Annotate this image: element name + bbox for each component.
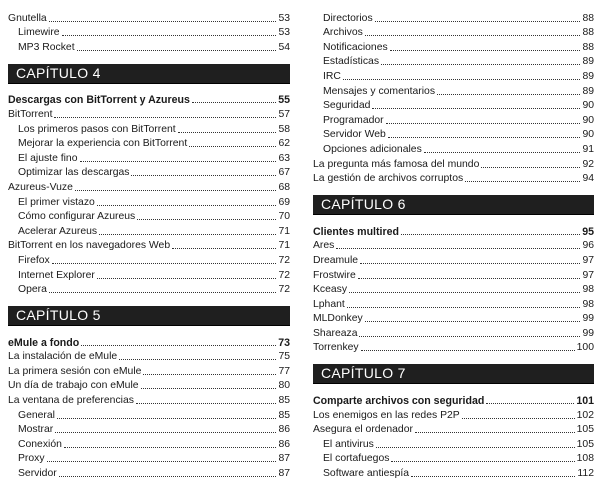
toc-entry bbox=[8, 10, 290, 25]
toc-entry-title: La ventana de preferencias bbox=[8, 395, 134, 407]
toc-entry-title: Cómo configurar Azureus bbox=[18, 211, 136, 223]
toc-entry bbox=[313, 171, 594, 186]
toc-entry-title: Notificaciones bbox=[323, 41, 388, 53]
toc-entry bbox=[8, 252, 290, 267]
dot-leader bbox=[137, 219, 276, 220]
dot-leader bbox=[401, 234, 580, 235]
toc-entry bbox=[8, 121, 290, 136]
dot-leader bbox=[97, 205, 277, 206]
toc-entry bbox=[8, 136, 290, 151]
dot-leader bbox=[178, 132, 277, 133]
dot-leader bbox=[49, 292, 277, 293]
dot-leader bbox=[372, 108, 580, 109]
toc-entry bbox=[313, 112, 594, 127]
toc-entry-title: Asegura el ordenador bbox=[313, 424, 413, 436]
dot-leader bbox=[481, 167, 580, 168]
toc-entry-page: 112 bbox=[577, 468, 594, 480]
dot-leader bbox=[349, 292, 580, 293]
toc-entry bbox=[8, 179, 290, 194]
toc-entry bbox=[313, 10, 594, 25]
toc-entry-page: 67 bbox=[278, 167, 290, 179]
toc-entry-page: 98 bbox=[582, 284, 594, 296]
toc-entry bbox=[313, 340, 594, 355]
dot-leader bbox=[97, 278, 277, 279]
chapter-heading: CAPÍTULO 7 bbox=[313, 364, 594, 384]
dot-leader bbox=[415, 432, 575, 433]
toc-entry-page: 73 bbox=[278, 336, 290, 349]
chapter-heading: CAPÍTULO 6 bbox=[313, 195, 594, 215]
toc-list bbox=[313, 10, 594, 185]
toc-entry-page: 89 bbox=[582, 85, 594, 97]
toc-entry-page: 99 bbox=[582, 313, 594, 325]
dot-leader bbox=[465, 181, 580, 182]
toc-entry-title: Mostrar bbox=[18, 424, 54, 436]
toc-entry-title: Kceasy bbox=[313, 284, 348, 296]
dot-leader bbox=[81, 345, 276, 346]
toc-entry bbox=[8, 392, 290, 407]
toc-entry-title: Mejorar la experiencia con BitTorrent bbox=[18, 138, 188, 150]
toc-entry bbox=[8, 223, 290, 238]
toc-entry-page: 99 bbox=[582, 327, 594, 339]
toc-entry bbox=[8, 238, 290, 253]
toc-entry-title: Ares bbox=[313, 240, 335, 252]
dot-leader bbox=[347, 307, 581, 308]
toc-entry bbox=[8, 106, 290, 121]
toc-entry bbox=[8, 436, 290, 451]
dot-leader bbox=[49, 21, 277, 22]
toc-entry-page: 80 bbox=[278, 380, 290, 392]
dot-leader bbox=[486, 403, 574, 404]
toc-entry-title: El primer vistazo bbox=[18, 196, 95, 208]
toc-entry bbox=[313, 451, 594, 466]
toc-entry bbox=[313, 156, 594, 171]
toc-entry-title: Los primeros pasos con BitTorrent bbox=[18, 123, 176, 135]
toc-entry-title: Limewire bbox=[18, 27, 60, 39]
toc-entry-page: 95 bbox=[582, 225, 594, 238]
chapter-heading: CAPÍTULO 5 bbox=[8, 306, 290, 326]
toc-entry bbox=[313, 422, 594, 437]
toc-entry-title: Servidor bbox=[18, 468, 57, 480]
toc-entry-page: 87 bbox=[278, 453, 290, 465]
toc-entry bbox=[313, 436, 594, 451]
toc-entry-page: 71 bbox=[278, 225, 290, 237]
toc-entry-page: 101 bbox=[576, 395, 594, 408]
toc-entry-title: BitTorrent en los navegadores Web bbox=[8, 240, 171, 252]
toc-entry-title: La pregunta más famosa del mundo bbox=[313, 158, 480, 170]
toc-entry-title: Los enemigos en las redes P2P bbox=[313, 409, 460, 421]
toc-entry-title: General bbox=[18, 409, 55, 421]
toc-entry-title: Acelerar Azureus bbox=[18, 225, 98, 237]
toc-list bbox=[313, 392, 594, 480]
dot-leader bbox=[119, 359, 276, 360]
dot-leader bbox=[375, 21, 581, 22]
toc-entry-page: 100 bbox=[576, 342, 594, 354]
toc-entry-title: Azureus-Vuze bbox=[8, 181, 73, 193]
toc-entry-page: 92 bbox=[582, 158, 594, 170]
toc-entry-page: 88 bbox=[582, 41, 594, 53]
dot-leader bbox=[437, 94, 580, 95]
toc-entry bbox=[8, 451, 290, 466]
dot-leader bbox=[343, 79, 581, 80]
dot-leader bbox=[99, 234, 276, 235]
toc-entry-page: 87 bbox=[278, 468, 290, 480]
toc-entry bbox=[313, 238, 594, 253]
dot-leader bbox=[62, 35, 277, 36]
dot-leader bbox=[64, 447, 277, 448]
toc-entry bbox=[8, 150, 290, 165]
dot-leader bbox=[80, 161, 277, 162]
dot-leader bbox=[411, 476, 575, 477]
toc-entry bbox=[8, 422, 290, 437]
toc-entry-title: El ajuste fino bbox=[18, 152, 78, 164]
toc-entry-page: 88 bbox=[582, 27, 594, 39]
toc-entry-page: 86 bbox=[278, 438, 290, 450]
toc-entry-page: 72 bbox=[278, 269, 290, 281]
dot-leader bbox=[376, 447, 575, 448]
dot-leader bbox=[57, 418, 276, 419]
toc-entry-title: Programador bbox=[323, 114, 384, 126]
toc-entry-page: 88 bbox=[582, 12, 594, 24]
toc-entry-title: Archivos bbox=[323, 27, 363, 39]
toc-entry-page: 63 bbox=[278, 152, 290, 164]
toc-entry-page: 105 bbox=[576, 424, 594, 436]
toc-entry-page: 71 bbox=[278, 240, 290, 252]
toc-list bbox=[8, 92, 290, 296]
toc-entry bbox=[8, 194, 290, 209]
toc-list bbox=[8, 10, 290, 54]
toc-entry-title: Firefox bbox=[18, 254, 50, 266]
toc-left-column bbox=[8, 10, 290, 480]
toc-entry-title: El cortafuegos bbox=[323, 453, 390, 465]
toc-entry-title: eMule a fondo bbox=[8, 336, 80, 349]
toc-entry-title: Torrenkey bbox=[313, 342, 359, 354]
toc-entry-title: El antivirus bbox=[323, 438, 374, 450]
toc-entry bbox=[313, 25, 594, 40]
toc-entry-title: MLDonkey bbox=[313, 313, 363, 325]
toc-entry-page: 90 bbox=[582, 100, 594, 112]
toc-entry bbox=[313, 252, 594, 267]
toc-entry bbox=[313, 127, 594, 142]
toc-entry-title: Mensajes y comentarios bbox=[323, 85, 436, 97]
toc-entry-title: Software antiespía bbox=[323, 468, 410, 480]
toc-entry-page: 86 bbox=[278, 424, 290, 436]
toc-entry-title: Conexión bbox=[18, 438, 62, 450]
dot-leader bbox=[143, 374, 276, 375]
toc-entry-page: 102 bbox=[576, 409, 594, 421]
toc-entry-page: 94 bbox=[582, 173, 594, 185]
toc-entry-title: Directorios bbox=[323, 12, 373, 24]
toc-entry bbox=[8, 25, 290, 40]
toc-entry bbox=[8, 209, 290, 224]
toc-entry-title: Seguridad bbox=[323, 100, 371, 112]
dot-leader bbox=[365, 321, 581, 322]
dot-leader bbox=[391, 461, 574, 462]
toc-entry bbox=[313, 83, 594, 98]
dot-leader bbox=[55, 432, 276, 433]
toc-entry-page: 96 bbox=[582, 240, 594, 252]
dot-leader bbox=[189, 146, 276, 147]
dot-leader bbox=[358, 278, 581, 279]
toc-entry bbox=[313, 267, 594, 282]
chapter-heading: CAPÍTULO 4 bbox=[8, 64, 290, 84]
toc-entry bbox=[8, 378, 290, 393]
toc-entry bbox=[8, 334, 290, 349]
dot-leader bbox=[336, 248, 580, 249]
toc-entry-title: Frostwire bbox=[313, 269, 356, 281]
toc-entry-title: La instalación de eMule bbox=[8, 351, 118, 363]
toc-entry bbox=[313, 407, 594, 422]
toc-entry bbox=[8, 267, 290, 282]
toc-entry-title: Descargas con BitTorrent y Azureus bbox=[8, 94, 190, 107]
toc-entry bbox=[8, 92, 290, 107]
toc-entry-page: 97 bbox=[582, 254, 594, 266]
toc-entry bbox=[8, 407, 290, 422]
toc-entry-title: IRC bbox=[323, 70, 341, 82]
toc-entry bbox=[313, 54, 594, 69]
toc-entry-title: MP3 Rocket bbox=[18, 41, 75, 53]
dot-leader bbox=[52, 263, 277, 264]
toc-entry-title: Lphant bbox=[313, 298, 345, 310]
toc-entry-page: 108 bbox=[576, 453, 594, 465]
toc-entry-page: 85 bbox=[278, 409, 290, 421]
toc-entry bbox=[313, 39, 594, 54]
dot-leader bbox=[192, 102, 276, 103]
toc-entry-title: Optimizar las descargas bbox=[18, 167, 130, 179]
toc-entry-page: 77 bbox=[278, 365, 290, 377]
dot-leader bbox=[365, 35, 581, 36]
toc-list bbox=[8, 334, 290, 480]
toc-entry-page: 90 bbox=[582, 114, 594, 126]
toc-entry bbox=[313, 223, 594, 238]
toc-entry bbox=[313, 311, 594, 326]
toc-entry bbox=[313, 68, 594, 83]
toc-entry-page: 90 bbox=[582, 129, 594, 141]
dot-leader bbox=[172, 248, 276, 249]
dot-leader bbox=[54, 117, 276, 118]
toc-entry-title: Un día de trabajo con eMule bbox=[8, 380, 139, 392]
toc-entry-page: 55 bbox=[278, 94, 290, 107]
toc-entry-page: 62 bbox=[278, 138, 290, 150]
toc-entry-page: 70 bbox=[278, 211, 290, 223]
toc-entry-page: 57 bbox=[278, 108, 290, 120]
dot-leader bbox=[381, 64, 580, 65]
toc-entry-page: 91 bbox=[582, 143, 594, 155]
toc-entry-page: 53 bbox=[278, 12, 290, 24]
toc-entry-page: 98 bbox=[582, 298, 594, 310]
toc-entry-title: La gestión de archivos corruptos bbox=[313, 173, 464, 185]
toc-entry bbox=[313, 282, 594, 297]
toc-entry-page: 72 bbox=[278, 284, 290, 296]
toc-entry-page: 54 bbox=[278, 41, 290, 53]
toc-entry bbox=[8, 39, 290, 54]
toc-entry-title: Clientes multired bbox=[313, 225, 399, 238]
toc-entry-title: Dreamule bbox=[313, 254, 359, 266]
toc-entry bbox=[313, 98, 594, 113]
toc-entry bbox=[313, 296, 594, 311]
dot-leader bbox=[390, 50, 581, 51]
dot-leader bbox=[75, 190, 277, 191]
toc-entry bbox=[8, 349, 290, 364]
toc-entry-page: 97 bbox=[582, 269, 594, 281]
toc-entry-title: Shareaza bbox=[313, 327, 358, 339]
toc-entry-title: La primera sesión con eMule bbox=[8, 365, 142, 377]
toc-entry-page: 53 bbox=[278, 27, 290, 39]
toc-entry-title: BitTorrent bbox=[8, 108, 53, 120]
toc-entry-page: 75 bbox=[278, 351, 290, 363]
toc-entry-page: 85 bbox=[278, 395, 290, 407]
toc-list bbox=[313, 223, 594, 354]
toc-entry-title: Comparte archivos con seguridad bbox=[313, 395, 485, 408]
toc-entry-page: 58 bbox=[278, 123, 290, 135]
toc-entry-title: Opera bbox=[18, 284, 47, 296]
dot-leader bbox=[131, 175, 276, 176]
dot-leader bbox=[424, 152, 581, 153]
toc-entry-title: Servidor Web bbox=[323, 129, 386, 141]
toc-entry-page: 105 bbox=[576, 438, 594, 450]
toc-entry bbox=[8, 363, 290, 378]
toc-entry-page: 89 bbox=[582, 70, 594, 82]
toc-entry bbox=[313, 392, 594, 407]
toc-entry bbox=[313, 325, 594, 340]
toc-entry-page: 69 bbox=[278, 196, 290, 208]
dot-leader bbox=[47, 461, 277, 462]
dot-leader bbox=[386, 123, 581, 124]
dot-leader bbox=[59, 476, 277, 477]
toc-entry-title: Estadísticas bbox=[323, 56, 380, 68]
dot-leader bbox=[359, 336, 580, 337]
dot-leader bbox=[361, 350, 575, 351]
toc-entry-title: Gnutella bbox=[8, 12, 47, 24]
toc-entry bbox=[313, 141, 594, 156]
dot-leader bbox=[388, 137, 581, 138]
toc-right-column bbox=[313, 10, 594, 480]
dot-leader bbox=[462, 418, 575, 419]
toc-entry-page: 72 bbox=[278, 254, 290, 266]
dot-leader bbox=[136, 403, 277, 404]
toc-entry-title: Opciones adicionales bbox=[323, 143, 422, 155]
toc-entry-page: 89 bbox=[582, 56, 594, 68]
toc-entry-title: Internet Explorer bbox=[18, 269, 95, 281]
dot-leader bbox=[141, 388, 277, 389]
toc-entry bbox=[8, 282, 290, 297]
toc-entry-title: Proxy bbox=[18, 453, 45, 465]
toc-entry-page: 68 bbox=[278, 181, 290, 193]
dot-leader bbox=[77, 50, 277, 51]
toc-entry bbox=[8, 165, 290, 180]
dot-leader bbox=[360, 263, 580, 264]
